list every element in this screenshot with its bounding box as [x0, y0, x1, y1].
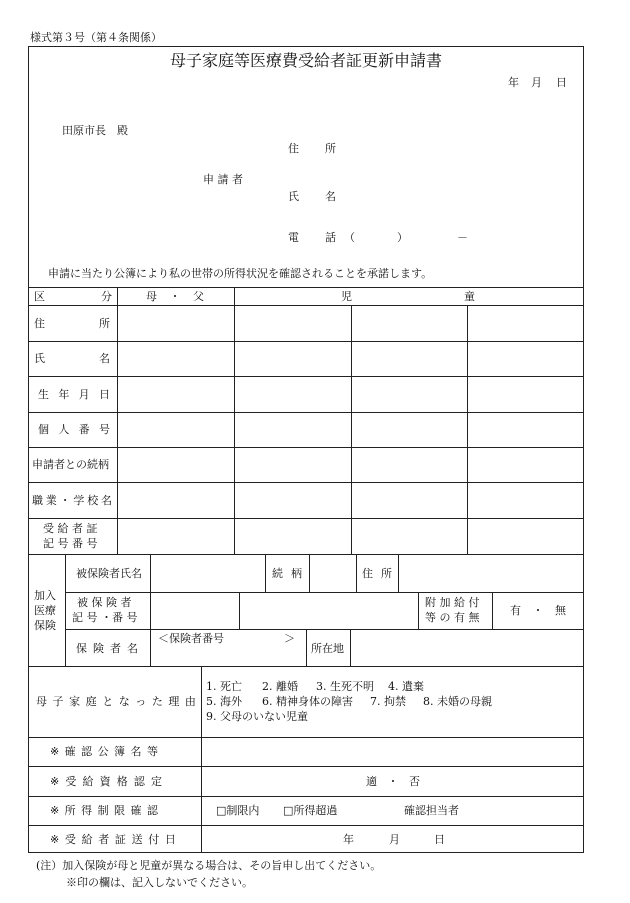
date-day-label: 日: [556, 76, 567, 89]
note-2: ※印の欄は、記入しないでください。: [66, 876, 253, 889]
reason-option-4: 4. 遺棄: [388, 680, 424, 693]
insurance-side-label-1: 加入: [34, 589, 56, 602]
reason-option-3: 3. 生死不明: [316, 680, 374, 693]
income-within-checkbox[interactable]: □制限内: [216, 804, 260, 817]
sent-year-label: 年: [343, 833, 354, 846]
header-parent: 母 ・ 父: [146, 290, 204, 303]
row-label-certificate-1: 受 給 者 証: [43, 522, 98, 535]
reason-option-9: 9. 父母のいない児童: [206, 710, 308, 723]
supplement-value: 有 ・ 無: [510, 604, 566, 617]
row-label-birthdate: 生 年 月 日: [38, 388, 110, 401]
insurer-number-placeholder: ＜保険者番号: [158, 632, 224, 645]
office-qualification-label: ※ 受 給 資 格 認 定: [50, 775, 162, 788]
supplement-label-2: 等 の 有 無: [425, 611, 480, 624]
row-label-personal-number: 個 人 番 号: [38, 423, 110, 436]
office-sent-date-label: ※ 受 給 者 証 送 付 日: [50, 833, 176, 846]
insurer-number-close: ＞: [284, 632, 295, 645]
insurance-relation-label: 続 柄: [272, 567, 302, 580]
form-title: 母子家庭等医療費受給者証更新申請書: [169, 51, 442, 70]
insurance-side-label-3: 保険: [34, 619, 56, 632]
phone-dash: －: [457, 231, 468, 244]
office-income-label: ※ 所 得 制 限 確 認: [50, 804, 158, 817]
insured-number-label-2: 記 号 ・番 号: [72, 611, 138, 624]
insured-number-label-1: 被 保 険 者: [77, 596, 132, 609]
addressee: 田原市長 殿: [62, 124, 128, 137]
form-number: 様式第３号（第４条関係）: [30, 31, 162, 44]
insurer-location-label: 所在地: [311, 642, 344, 655]
supplement-label-1: 附 加 給 付: [425, 596, 480, 609]
row-label-address: 住 所: [34, 317, 110, 330]
applicant-address-label: 住 所: [288, 142, 336, 155]
reason-option-1: 1. 死亡: [206, 680, 242, 693]
applicant-phone-label: 電 話: [288, 231, 336, 244]
insured-name-label: 被保険者氏名: [76, 567, 142, 580]
date-month-label: 月: [531, 76, 542, 89]
office-registry-label: ※ 確 認 公 簿 名 等: [50, 745, 158, 758]
reason-option-5: 5. 海外: [206, 695, 242, 708]
applicant-label: 申 請 者: [203, 173, 243, 186]
date-year-label: 年: [508, 76, 519, 89]
insurance-address-label: 住 所: [362, 567, 392, 580]
note-1: (注）加入保険が母と児童が異なる場合は、その旨申し出てください。: [36, 859, 382, 872]
reason-option-6: 6. 精神身体の障害: [262, 695, 353, 708]
row-label-occupation: 職 業 ・ 学 校 名: [32, 494, 112, 507]
income-over-checkbox[interactable]: □所得超過: [283, 804, 338, 817]
phone-close-paren: ）: [397, 231, 408, 244]
row-label-certificate-2: 記 号 番 号: [43, 537, 98, 550]
row-label-name: 氏 名: [34, 352, 110, 365]
reason-option-2: 2. 離婚: [262, 680, 298, 693]
insurance-side-label-2: 医療: [34, 604, 56, 617]
header-kubun: 区 分: [34, 290, 112, 303]
applicant-name-label: 氏 名: [288, 190, 336, 203]
reason-option-8: 8. 未婚の母親: [423, 695, 492, 708]
row-label-relation: 申請者との続柄: [32, 458, 109, 471]
header-child: 児 童: [341, 290, 475, 303]
reason-label: 母 子 家 庭 と な っ た 理 由: [36, 695, 196, 708]
checker-label: 確認担当者: [404, 804, 459, 817]
sent-month-label: 月: [389, 833, 400, 846]
insurer-name-label: 保 険 者 名: [76, 642, 138, 655]
office-qualification-value: 適 ・ 否: [366, 775, 420, 788]
sent-day-label: 日: [434, 833, 445, 846]
reason-option-7: 7. 拘禁: [370, 695, 406, 708]
consent-statement: 申請に当たり公簿により私の世帯の所得状況を確認されることを承諾します。: [48, 267, 433, 280]
phone-open-paren: （: [344, 231, 355, 244]
